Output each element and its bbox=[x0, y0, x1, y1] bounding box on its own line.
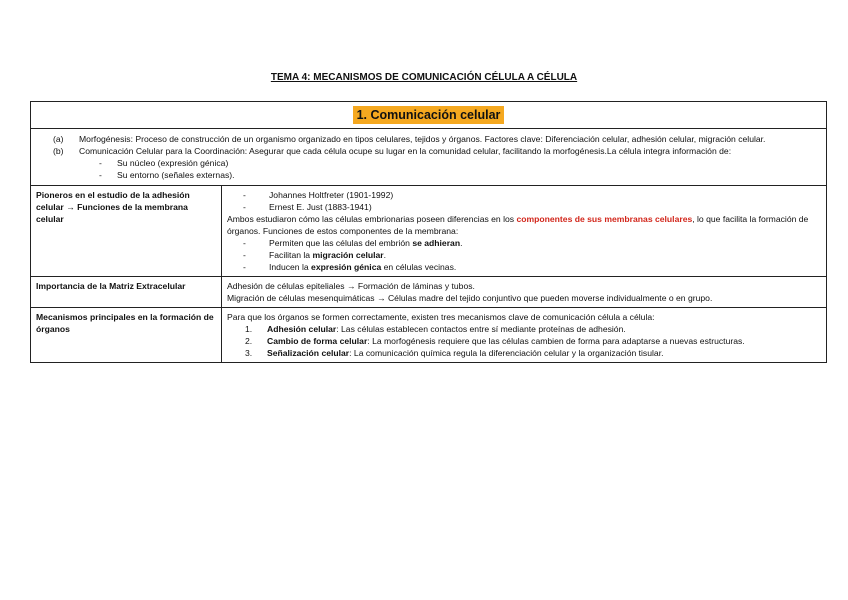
list-item: 2. Cambio de forma celular: La morfogénesis requiere que las células cambien de forma para adaptarse a nuevas estructuras. bbox=[245, 336, 745, 346]
mechanisms-list bbox=[227, 323, 821, 359]
page-title: TEMA 4: MECANISMOS DE COMUNICACIÓN CÉLULA A CÉLULA bbox=[270, 72, 578, 83]
section-heading-row bbox=[31, 102, 827, 129]
pioneer-name: Ernest E. Just (1883-1941) bbox=[269, 202, 372, 212]
pioneer-name: Johannes Holtfreter (1901-1992) bbox=[269, 190, 394, 200]
content-table bbox=[30, 101, 827, 363]
intro-cell bbox=[31, 129, 827, 186]
matrix-line: Migración de células mesenquimáticas → Células madre del tejido conjuntivo que pueden moverse individualmente o en grupo. bbox=[227, 293, 713, 303]
table-row bbox=[31, 186, 827, 277]
intro-text: Morfogénesis: Proceso de construcción de un organismo organizado en tipos celulares, tejidos y órganos. Factores clave: Diferenciación celular, adhesión celular, migración celular. bbox=[79, 134, 766, 144]
pioneer-list bbox=[227, 189, 821, 213]
intro-row bbox=[31, 129, 827, 186]
list-item-text: Su entorno (señales externas). bbox=[117, 170, 235, 180]
intro-marker: (b) bbox=[53, 146, 64, 156]
list-item: - Inducen la expresión génica en células vecinas. bbox=[243, 262, 457, 272]
row-content bbox=[222, 277, 827, 308]
list-item: - Facilitan la migración celular. bbox=[243, 250, 387, 260]
row-content bbox=[222, 308, 827, 363]
intro-item bbox=[39, 145, 818, 157]
matrix-line: Adhesión de células epiteliales → Formación de láminas y tubos. bbox=[227, 281, 475, 291]
list-item-text: Su núcleo (expresión génica) bbox=[117, 158, 229, 168]
table-row bbox=[31, 308, 827, 363]
list-item: 3. Señalización celular: La comunicación química regula la diferenciación celular y la organización tisular. bbox=[245, 348, 664, 358]
intro-text: Comunicación Celular para la Coordinación: Asegurar que cada célula ocupe su lugar en la comunidad celular, facilitando la morfogénesis.La célula integra información de: bbox=[79, 146, 732, 156]
list-item: - Permiten que las células del embrión se adhieran. bbox=[243, 238, 463, 248]
table-row bbox=[31, 277, 827, 308]
intro-sublist bbox=[39, 157, 818, 181]
section-heading-cell bbox=[31, 102, 827, 129]
section-heading: 1. Comunicación celular bbox=[353, 106, 505, 124]
functions-list bbox=[227, 237, 821, 273]
list-item: - Ernest E. Just (1883-1941) bbox=[243, 202, 372, 212]
intro-marker: (a) bbox=[53, 134, 64, 144]
list-item: 1. Adhesión celular: Las células establecen contactos entre sí mediante proteínas de adhesión. bbox=[245, 324, 626, 334]
row-label: Pioneros en el estudio de la adhesión celular → Funciones de la membrana celular bbox=[31, 186, 222, 277]
list-item: - Su núcleo (expresión génica) bbox=[99, 158, 229, 168]
intro-item bbox=[39, 133, 818, 145]
pioneers-paragraph: Ambos estudiaron cómo las células embrionarias poseen diferencias en los componentes de sus membranas celulares, lo que facilita la formación de órganos. Funciones de estos componentes de la membrana: bbox=[227, 214, 809, 236]
highlight-text: componentes de sus membranas celulares bbox=[516, 214, 693, 224]
row-content bbox=[222, 186, 827, 277]
list-item: - Su entorno (señales externas). bbox=[99, 170, 235, 180]
mechanisms-intro: Para que los órganos se formen correctamente, existen tres mecanismos clave de comunicación célula a célula: bbox=[227, 312, 655, 322]
row-label: Mecanismos principales en la formación de órganos bbox=[31, 308, 222, 363]
row-label: Importancia de la Matriz Extracelular bbox=[31, 277, 222, 308]
list-item: - Johannes Holtfreter (1901-1992) bbox=[243, 190, 394, 200]
